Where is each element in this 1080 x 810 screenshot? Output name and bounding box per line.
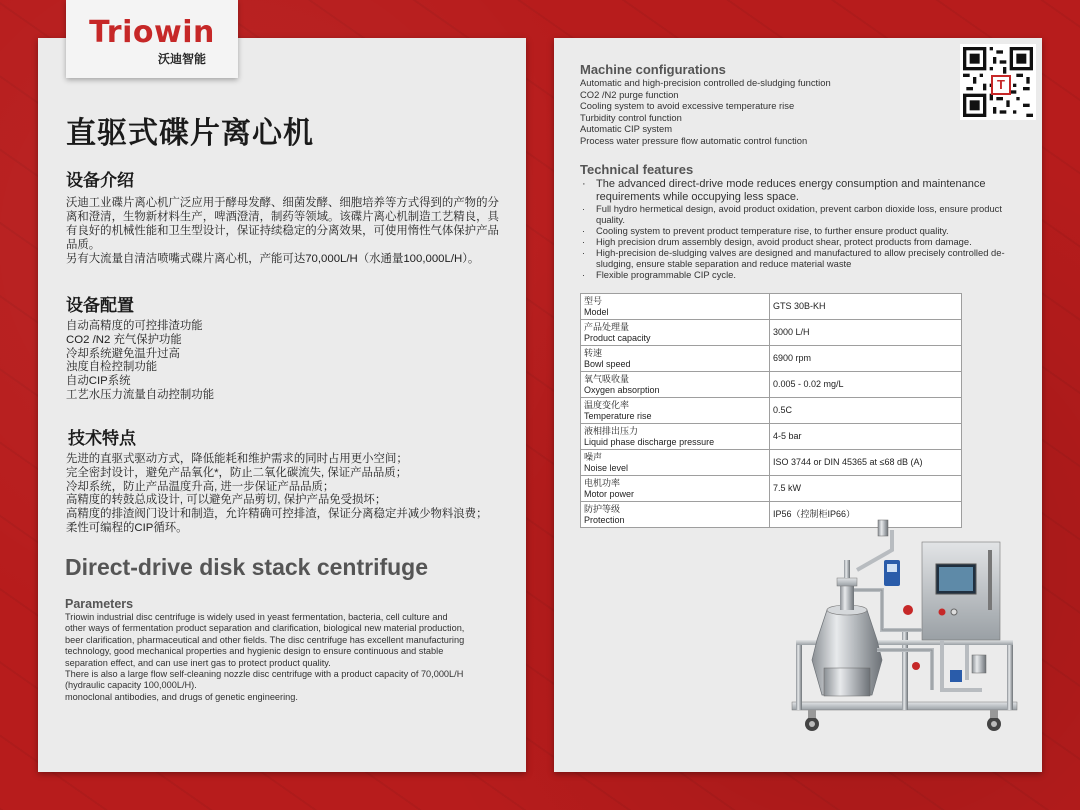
bullet: · xyxy=(582,269,586,280)
tech-features-list xyxy=(580,178,1020,280)
intro-line: 离和澄清，生物新材料生产，啤酒澄清，制药等领域。该碟片离心机制造工艺精良，具 xyxy=(66,211,499,223)
param-line: There is also a large flow self-cleaning nozzle disc centrifuge with a product capacity of 70,000L/H xyxy=(65,669,464,680)
spec-key-cn: 产品处理量 xyxy=(584,322,630,332)
table-row xyxy=(581,424,962,450)
centrifuge-machine-image xyxy=(782,490,1038,770)
machine-config-item: Process water pressure flow automatic control function xyxy=(580,134,808,146)
features-list-cn xyxy=(66,453,487,536)
tech-feature-text: Full hydro hermetical design, avoid product oxidation, prevent carbon dioxide loss, ensure product quality. xyxy=(596,203,1002,225)
intro-line: 沃迪工业碟片离心机广泛应用于酵母发酵、细菌发酵、细胞培养等方式得到的产物的分 xyxy=(66,197,499,209)
spec-key-cn: 型号 xyxy=(584,296,603,306)
spec-key xyxy=(581,476,770,502)
page-title-en: Direct-drive disk stack centrifuge xyxy=(65,554,429,580)
tech-feature-item xyxy=(580,225,1020,236)
brand-name-en: Triowin xyxy=(89,15,215,50)
param-line: separation effect, and can use inert gas to protect product quality. xyxy=(65,657,331,668)
tech-feature-item xyxy=(580,178,1020,203)
spec-value: 6900 rpm xyxy=(770,346,962,372)
features-heading-cn: 技术特点 xyxy=(68,429,136,448)
spec-key-en: Model xyxy=(584,306,609,317)
spec-key xyxy=(581,398,770,424)
machine-config-item: CO2 /N2 purge function xyxy=(580,88,679,100)
spec-key-en: Temperature rise xyxy=(584,410,652,421)
machine-config-item: Automatic and high-precision controlled de-sludging function xyxy=(580,77,831,88)
tech-feature-item xyxy=(580,247,1020,269)
config-item: 自动高精度的可控排渣功能 xyxy=(66,320,203,332)
spec-key-en: Product capacity xyxy=(584,332,651,343)
tech-feature-text: The advanced direct-drive mode reduces energy consumption and maintenance requirements while occupying less space. xyxy=(596,178,986,203)
machine-config-item: Cooling system to avoid excessive temperature rise xyxy=(580,100,795,112)
tech-feature-text: High precision drum assembly design, avoid product shear, protect products from damage. xyxy=(596,236,972,247)
spec-key xyxy=(581,502,770,528)
table-row xyxy=(581,372,962,398)
bullet: · xyxy=(582,247,586,258)
config-item: 浊度自检控制功能 xyxy=(66,361,158,374)
spec-key-cn: 电机功率 xyxy=(584,478,621,488)
spec-key-en: Motor power xyxy=(584,488,635,499)
param-line: beer clarification, pharmaceutical and other fields. The disc centrifuge has excellent manufacturing xyxy=(65,634,465,645)
spec-value: 0.005 - 0.02 mg/L xyxy=(770,372,962,398)
spec-key-en: Liquid phase discharge pressure xyxy=(584,436,715,447)
intro-heading: 设备介绍 xyxy=(66,171,134,190)
left-page xyxy=(38,38,526,772)
tech-feature-item xyxy=(580,236,1020,247)
feature-item: 完全密封设计，避免产品氧化*，防止二氧化碳流失, 保证产品品质； xyxy=(66,466,408,479)
intro-line: 有良好的机械性能和卫生型设计，保证持续稳定的分离效果，可使用惰性气体保护产品 xyxy=(66,225,499,237)
config-item: 冷却系统避免温升过高 xyxy=(66,347,180,360)
spec-key-cn: 噪声 xyxy=(584,452,603,462)
parameters-paragraph xyxy=(65,612,515,703)
feature-item: 高精度的排渣阀门设计和制造，允许精确可控排渣，保证分离稳定并减少物料浪费； xyxy=(66,508,488,521)
tech-feature-text: Cooling system to prevent product temperature rise, to further ensure product quality. xyxy=(596,225,949,236)
qr-brand-logo: T xyxy=(991,75,1011,95)
table-row xyxy=(581,450,962,476)
spec-key xyxy=(581,320,770,346)
parameters-heading: Parameters xyxy=(65,597,134,611)
spec-key xyxy=(581,294,770,320)
intro-line: 另有大流量自清洁喷嘴式碟片离心机，产能可达70,000L/H（水通量100,000L/H）。 xyxy=(66,253,480,265)
spec-key-cn: 防护等级 xyxy=(584,504,621,514)
spec-value: ISO 3744 or DIN 45365 at ≤68 dB (A) xyxy=(770,450,962,476)
config-item: 工艺水压力流量自动控制功能 xyxy=(66,388,215,401)
bullet: · xyxy=(582,178,586,190)
param-line: technology, good mechanical properties and hygienic design to ensure continuous and stable xyxy=(65,646,444,657)
spec-key-cn: 温度变化率 xyxy=(584,400,630,410)
spec-key-en: Noise level xyxy=(584,462,629,473)
spec-key-cn: 氧气吸收量 xyxy=(584,374,630,384)
spec-key xyxy=(581,424,770,450)
intro-line: 品质。 xyxy=(66,239,101,251)
param-line: (hydraulic capacity 100,000L/H). xyxy=(65,680,197,691)
param-line: other ways of fermentation product separation and clarification, biological new material production, xyxy=(65,623,465,634)
brand-logo xyxy=(66,0,238,78)
param-line: Triowin industrial disc centrifuge is widely used in yeast fermentation, bacteria, cell culture and xyxy=(65,612,448,622)
config-heading: 设备配置 xyxy=(66,296,134,315)
table-row xyxy=(581,320,962,346)
config-item: CO2 /N2 充气保护功能 xyxy=(66,333,182,346)
table-row xyxy=(581,294,962,320)
spec-key xyxy=(581,372,770,398)
right-page xyxy=(554,38,1042,772)
config-list xyxy=(66,320,214,403)
brand-name-cn: 沃迪智能 xyxy=(157,52,206,66)
spec-value: IP56（控制柜IP66） xyxy=(770,502,962,528)
spec-value: 0.5C xyxy=(770,398,962,424)
spec-value: 3000 L/H xyxy=(770,320,962,346)
machine-config-item: Turbidity control function xyxy=(580,111,682,123)
machine-config-item: Automatic CIP system xyxy=(580,123,673,135)
spec-value: 4-5 bar xyxy=(770,424,962,450)
spec-key-en: Oxygen absorption xyxy=(584,384,660,395)
param-line: monoclonal antibodies, and drugs of genetic engineering. xyxy=(65,691,298,702)
machine-config-heading: Machine configurations xyxy=(580,62,726,77)
bullet: · xyxy=(582,225,586,236)
tech-feature-text: Flexible programmable CIP cycle. xyxy=(596,269,736,280)
spec-key-en: Protection xyxy=(584,514,625,525)
page-title-cn: 直驱式碟片离心机 xyxy=(66,117,314,150)
config-item: 自动CIP系统 xyxy=(66,375,131,388)
spec-value: GTS 30B-KH xyxy=(770,294,962,320)
intro-paragraph xyxy=(66,196,516,266)
feature-item: 先进的直驱式驱动方式，降低能耗和维护需求的同时占用更小空间； xyxy=(66,453,408,465)
table-row xyxy=(581,346,962,372)
spec-value: 7.5 kW xyxy=(770,476,962,502)
spec-key xyxy=(581,346,770,372)
spec-key-cn: 转速 xyxy=(584,348,603,358)
bullet: · xyxy=(582,236,586,247)
tech-feature-item xyxy=(580,269,1020,280)
qr-code[interactable] xyxy=(960,44,1036,120)
feature-item: 柔性可编程的CIP循环。 xyxy=(66,521,188,534)
bullet: · xyxy=(582,203,586,214)
spec-key xyxy=(581,450,770,476)
feature-item: 高精度的转鼓总成设计, 可以避免产品剪切, 保护产品免受损坏； xyxy=(66,494,387,507)
table-row xyxy=(581,398,962,424)
tech-features-heading: Technical features xyxy=(580,162,694,177)
spec-key-en: Bowl speed xyxy=(584,358,631,369)
feature-item: 冷却系统，防止产品温度升高, 进一步保证产品品质； xyxy=(66,480,335,493)
spec-key-cn: 液相排出压力 xyxy=(584,426,639,436)
tech-feature-text: High-precision de-sludging valves are designed and manufactured to allow precisely controlled de-sludging, ensure stable separation and reduce material waste xyxy=(596,247,1005,269)
tech-feature-item xyxy=(580,203,1020,225)
machine-config-list xyxy=(580,77,831,147)
